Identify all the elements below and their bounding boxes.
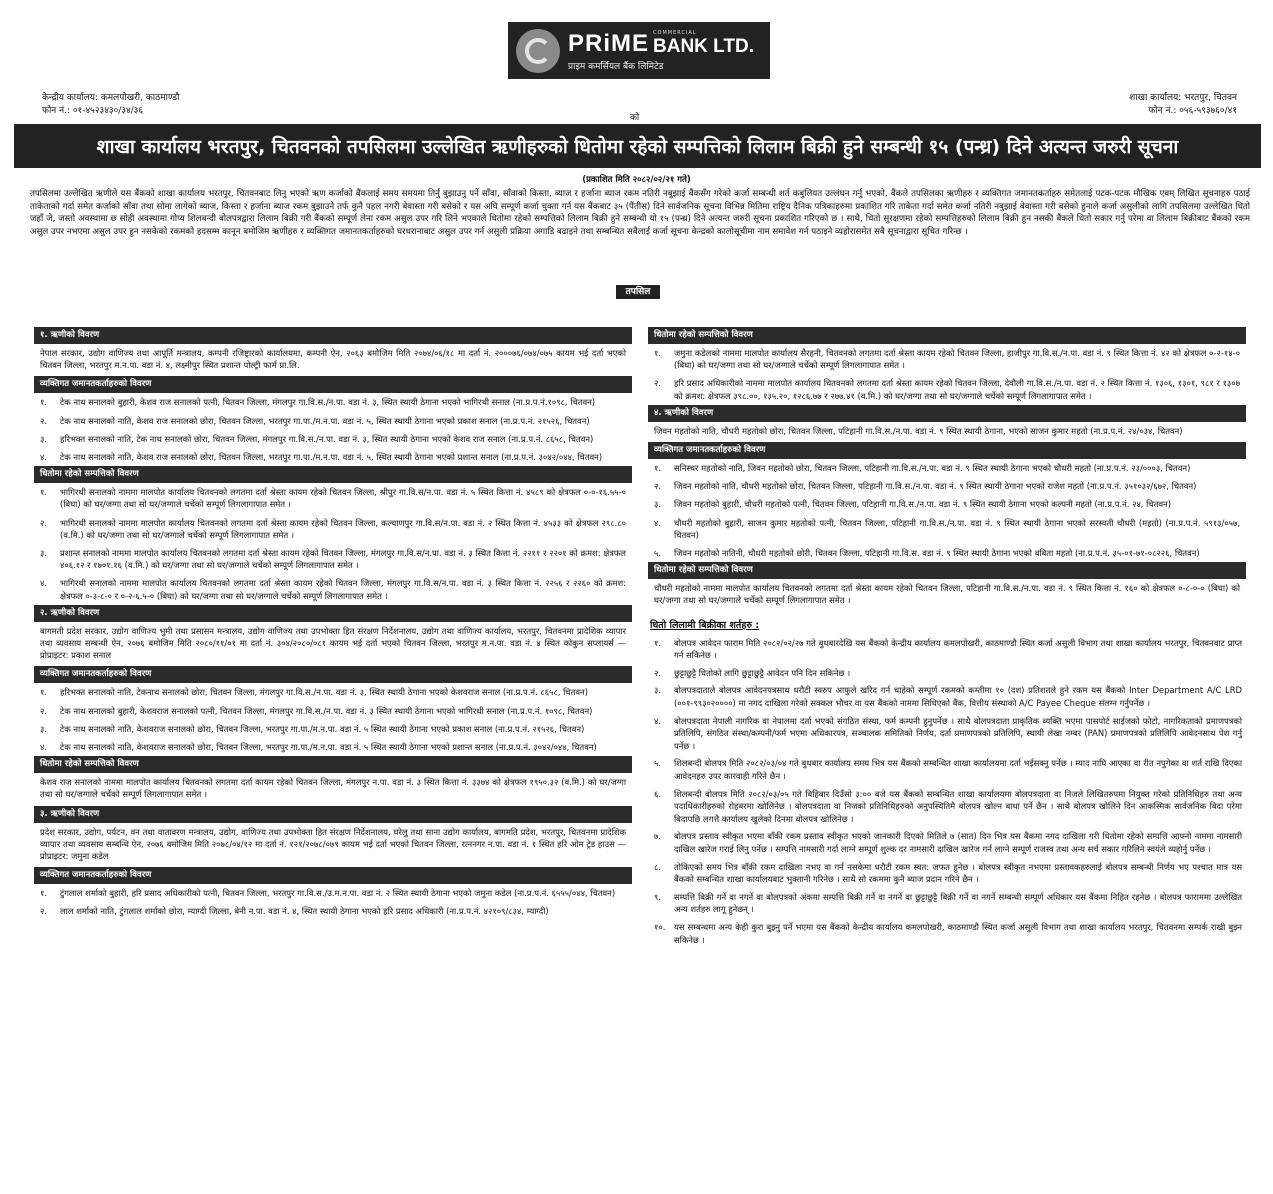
- condition-item: [648, 889, 1246, 919]
- list-item: [34, 544, 632, 574]
- bank-logo: [508, 22, 770, 79]
- right-blocks: [648, 327, 1246, 612]
- list-item: [648, 459, 1246, 477]
- item-number: ३.: [654, 499, 662, 510]
- section-heading: धितोमा रहेको सम्पत्तिको विवरण: [648, 562, 1246, 579]
- condition-item: [648, 859, 1246, 889]
- list-item: [34, 430, 632, 448]
- item-number: ४.: [654, 517, 662, 528]
- list-item: [648, 495, 1246, 513]
- right-column: [648, 327, 1246, 949]
- condition-text: बोलपत्र प्रस्ताव स्वीकृत भएमा बाँकी रकम प्रस्ताव स्वीकृत भएको जानकारी दिएको मितिले ७ (सात) दिन भित्र यस बैंकमा नगद दाखिला गरी धितोमा रहेको सम्पत्ति आफ्नो नाममा नामसारी दाखिल खारेज गराई लिनु पर्नेछ । सम्पत्ति नामसारी गर्दा लाग्ने सम्पूर्ण शुल्क दर नामसारी दाखिल खारेज गर्न लाग्ने सम्पूर्ण राजस्व तथा अन्य सर्च सकार गरिलिने स्वयंले व्यहोर्नु पर्नेछ ।: [674, 831, 1242, 854]
- item-number: १.: [654, 463, 662, 474]
- condition-item: [648, 828, 1246, 858]
- condition-number: ९.: [654, 891, 662, 902]
- item-number: १.: [40, 487, 48, 498]
- branch-office-address: शाखा कार्यालय: भरतपुर, चितवन: [1129, 93, 1237, 103]
- condition-number: ४.: [654, 715, 662, 726]
- list-item: [34, 448, 632, 466]
- condition-text: छुट्टाछुट्टै धितोको लागि छुट्टाछुट्टै आवेदन पनि दिन सकिनेछ ।: [674, 667, 851, 678]
- condition-text: बोलपत्र आवेदन फाराम मिति २०८२/०२/२७ गते बुधबारदेखि यस बैंकको केन्द्रीय कार्यालय कमलपोखरी, काठमाण्डौ स्थित कर्जा असुली विभाग तथा शाखा कार्यालय भरतपुर, चितवनबाट प्राप्त गर्न सकिनेछ ।: [674, 637, 1242, 661]
- list-item: [34, 412, 632, 430]
- central-office-phone: फोन नं.: ०१-४५२३४३०/३४/३६: [42, 106, 144, 116]
- condition-text: शिलबन्दी बोलपत्र मिति २०८२/०३/०४ गते बुधबार कार्यालय समय भित्र यस बैंकको सम्बन्धित शाखा कार्यालयमा दर्ता भईसक्नु पर्नेछ । म्याद नाघि आएका वा रीत नपुगेका वा शर्त राखि दिएका आवेदनहरु उपर कारवाही गरिने छैन ।: [674, 758, 1242, 781]
- item-text: चौधरी महतोको बुहारी, साजन कुमार महतोको पत्नी, चितवन जिल्ला, पटिहानी गा.वि.स./न.पा. वडा नं. ९ स्थित स्थायी ठेगाना भएको सरस्वती चौधरी (महतो) (ना.प्र.प.नं. ५९१३/०५७, चितवन): [674, 517, 1240, 540]
- section-paragraph: बागमती प्रदेश सरकार, उद्योग वाणिज्य भुमी तथा प्रसासन मन्त्रालय, उद्योग वाणिज्य तथा उपभोक्ता हित संरक्षण निर्देशनालय, उद्योग तथा वाणिज्य कार्यालय, भरतपुर, चितवनमा प्रादेशिक व्यापार तथा व्यवसाय सम्बन्धी ऐन, २०७६ बमोजिम मिति २०८०/११/०१ मा दर्ता नं. ३०४/२०८०/०८१ कायम भई दर्ता भएको चितवन जिल्ला, भरतपुर म.न.पा. वडा नं. ४ स्थित कोकुन सप्लायर्स — प्रोप्राइटर: प्रकाश सनाल: [40, 625, 626, 661]
- item-text: जिवन महतोको नातिनी, चौधरी महतोको छोरी, चितवन जिल्ला, पटिहानी गा.वि.स. वडा नं. ९ स्थित स्थायी ठेगाना भएको बबिता महतो (ना.प्र.प.नं. ३५-०१-७१-०८२२६, चितवन): [674, 548, 1200, 559]
- list-item: [34, 574, 632, 604]
- list-item: [34, 483, 632, 513]
- condition-text: बोलपत्रदाताले बोलपत्र आवेदनपत्रसाथ धरौटी स्वरुप आफुले खरिद गर्न चाहेको सम्पूर्ण रकमको कम्तीमा १० (दश) प्रतिशतले हुने रकम यस बैंकको Inter Department A/C LRD (००१-९९३०२००००) मा नगद दाखिला गरेको सक्कल भौचर वा यस बैंकको नाममा सिधिएको बैंक, वित्तीय संस्थाको A/C Payee Cheque संलग्न गर्नुपर्नेछ ।: [674, 685, 1242, 709]
- list-item: [34, 884, 632, 902]
- logo-commercial: COMMERCIAL: [653, 29, 697, 36]
- logo-devanagari: प्राइम कमर्सियल बैंक लिमिटेड: [568, 61, 664, 72]
- item-text: जिवन महतोको नाति, चौधरी महतोको छोरा, चितवन जिल्ला, पटिहानी गा.वि.स./न.पा. वडा नं. ९ स्थित स्थायी ठेगाना भएको राजेश महतो (ना.प्र.प.नं. ३५१०३२/६७२, चितवन): [674, 481, 1197, 492]
- conditions-title: धितो लिलामी बिक्रीका शर्तहरु :: [650, 619, 760, 631]
- notice-title: शाखा कार्यालय भरतपुर, चितवनको तपसिलमा उल्लेखित ऋणीहरुको धितोमा रहेको सम्पत्तिको लिलाम बिक्री हुने सम्बन्धी १५ (पन्ध्र) दिने अत्यन्त जरुरी सूचना: [14, 124, 1261, 168]
- item-text: भागिरथी सनालको नाममा मालपोत कार्यालय चितवनको लगतमा दर्ता श्रेस्ता कायम रहेको चितवन जिल्ला, श्रीपुर गा.वि.स/न.पा. वडा नं. ५ स्थित कित्ता नं. ४५८९ को क्षेत्रफल ०-०-१६.५५-० (बिघा) को घर/जग्गा तथा सो घर/जग्गाले चर्चेको सम्पूर्ण लिगलागापात समेत ।: [60, 487, 626, 510]
- item-number: १.: [40, 397, 48, 408]
- condition-item: [648, 755, 1246, 785]
- section-heading: ४. ऋणीको विवरण: [648, 405, 1246, 422]
- item-text: हरि प्रसाद अधिकारीको नाममा मालपोत कार्यालय चितवनको लगतमा दर्ता श्रेस्ता कायम रहेको चितवन जिल्ला, देवौली गा.वि.स./न.पा. वडा नं. २ स्थित कित्ता नं. १३०६, १३०१, ९८१ र १३०७ को क्रमश: क्षेत्रफल ३९८.००, १३५.२०, १२८६.७७ र २७७.४१ (व.मि.) को घर/जग्गा तथा सो घर/जग्गाले चर्चेको सम्पूर्ण लिगलागापात समेत ।: [674, 378, 1240, 401]
- item-text: भागिरथी सनालको नाममा मालपोत कार्यालय चितवनको लगतमा दर्ता श्रेस्ता कायम रहेको चितवन जिल्ला, कल्याणपुर गा.वि.स/न.पा. वडा नं. २ स्थित कित्ता नं. ४५३३ को क्षेत्रफल २९८.८० (व.मि.) को घर/जग्गा तथा सो घर/जग्गाले चर्चेको सम्पूर्ण लिगलागापात समेत ।: [60, 517, 626, 540]
- item-number: १.: [654, 348, 662, 358]
- list-item: [648, 344, 1246, 374]
- list-item: [34, 738, 632, 756]
- item-text: टेक नाथ सनालको बुहारी, केशवराज सनालको पत्नी, चितवन जिल्ला, मंगलपुर गा.वि.स./न.पा. वडा नं. ३ स्थित स्थायी ठेगाना भएको भागिरथी सनाल (ना.प्र.प.नं. १०९८, चितवन): [60, 705, 593, 716]
- section-paragraph: केशव राज सनालको नाममा मालपोत कार्यालय चितवनको लगतमा दर्ता कायम रहेको चितवन जिल्ला, मंगलपुर न.पा. वडा नं. ३ स्थित कित्ता नं. ३३७४ को क्षेत्रफल १९५०.३२ (व.मि.) को घर/जग्गा तथा सो घर/जग्गाले चर्चेको सम्पूर्ण लिगलागापात समेत ।: [40, 777, 626, 800]
- condition-number: ३.: [654, 685, 662, 696]
- item-number: ४.: [40, 578, 48, 589]
- section-paragraph: प्रदेश सरकार, उद्योग, पर्यटन, वन तथा वातावरण मन्त्रालय, उद्योग, वाणिज्य तथा उपभोक्ता हित संरक्षण निर्देशनालय, घरेलु तथा साना उद्योग कार्यालय, बागमति प्रदेश, भरतपुर, चितवनमा प्रादेशिक व्यापार तथा व्यवसाय सम्बन्धि ऐन, २०७६ बमोजिम मिति २०७८/०४/१२ मा दर्ता नं. १२१/२०७८/०७९ कायम भई दर्ता भएको चितवन जिल्ला, रत्ननगर न.पा. वडा नं. १ स्थित हरि ओम ट्रेड हाउस — प्रोप्राइटर: जमुना कडेल: [40, 826, 626, 862]
- item-number: १.: [40, 888, 48, 899]
- central-office-address: केन्द्रीय कार्यालय: कमलपोखरी, काठमाण्डौ: [42, 93, 180, 103]
- section-heading: व्यक्तिगत जमानतकर्ताहरुको विवरण: [34, 666, 632, 683]
- ko-label: को: [630, 113, 640, 123]
- list-item: [34, 702, 632, 720]
- condition-item: [648, 665, 1246, 683]
- central-office-info: [42, 92, 179, 118]
- item-text: जमुना कडेलको नाममा मालपोत कार्यालय सैरहनी, चितवनको लगतमा दर्ता श्रेस्ता कायम रहेको चितवन जिल्ला, हाजीपुर गा.वि.स./न.पा. वडा नं. ९ स्थित कित्ता नं. ४२ को क्षेत्रफल ०-२-१४-० (बिघा) को घर/जग्गा तथा सो घर/जग्गाले चर्चेको सम्पूर्ण लिगलागापात समेत ।: [674, 348, 1240, 371]
- condition-item: [648, 682, 1246, 712]
- condition-item: [648, 713, 1246, 756]
- condition-number: १.: [654, 637, 662, 648]
- item-number: २.: [654, 481, 662, 492]
- section-heading: व्यक्तिगत जमानतकर्ताहरुको विवरण: [648, 442, 1246, 459]
- section-heading: धितोमा रहेको सम्पत्तिको विवरण: [34, 466, 632, 483]
- list-item: [34, 902, 632, 920]
- condition-number: ६.: [654, 788, 662, 799]
- bank-logo-icon: [516, 29, 560, 73]
- condition-number: २.: [654, 667, 662, 678]
- item-number: ३.: [40, 433, 48, 444]
- section-paragraph: चौधरी महतोको नाममा मालपोत कार्यालय चितवनको लगतमा दर्ता श्रेस्ता कायम रहेको चितवन जिल्ला, पटिहानी गा.वि.स./न.पा. वडा नं. ९ स्थित कित्ता नं. १६० को क्षेत्रफल ०-८-०-० (बिघा) को घर/जग्गा तथा सो घर/जग्गाले चर्चेको सम्पूर्ण लिगलागापात समेत ।: [654, 583, 1240, 606]
- section-heading: व्यक्तिगत जमानतकर्ताहरुको विवरण: [34, 376, 632, 393]
- item-number: १.: [40, 687, 48, 698]
- condition-item: [648, 635, 1246, 665]
- section-paragraph: नेपाल सरकार, उद्योग वाणिज्य तथा आपूर्ति मन्त्रालय, कम्पनी रजिष्ट्रारको कार्यालयमा, कम्पनी ऐन, २०६३ बमोजिम मिति २०७४/०६/१८ मा दर्ता नं. २०००७६/०७४/०७५ कायम भई दर्ता भएको चितवन जिल्ला, भरतपुर म.न.पा. वडा नं. ४, लक्ष्मीपुर स्थित प्रशान्त पोल्ट्री फार्म प्रा.लि.: [40, 348, 626, 371]
- section-heading: व्यक्तिगत जमानतकर्ताहरुको विवरण: [34, 867, 632, 884]
- item-number: ३.: [40, 548, 48, 559]
- section-heading: १. ऋणीको विवरण: [34, 327, 632, 344]
- item-number: २.: [40, 705, 48, 716]
- published-date: (प्रकाशित मिति २०८२/०२/२१ गते): [582, 175, 691, 185]
- condition-text: यस सम्बन्धमा अन्य केही कुरा बुझ्नु पर्ने भएमा यस बैंकको केन्द्रीय कार्यालय कमलपोखरी, काठमाण्डौ स्थित कर्जा असुली विभाग तथा शाखा कार्यालय भरतपुर, चितवनमा सम्पर्क राखी बुझ्न सकिनेछ ।: [674, 921, 1242, 945]
- tapasil-label: तपसिल: [616, 285, 660, 299]
- list-item: [34, 720, 632, 738]
- condition-number: ७.: [654, 831, 662, 842]
- list-item: [648, 477, 1246, 495]
- list-item: [34, 393, 632, 411]
- item-text: टुंगलाल शर्माको बुहारी, हरि प्रसाद अधिकारीको पत्नी, चितवन जिल्ला, भरतपुर गा.वि.स./उ.म.न.पा. वडा नं. २ स्थित स्थायी ठेगाना भएको जमुना कडेल (ना.प्र.प.नं. ६५५५/०४४, चितवन): [60, 888, 616, 899]
- item-text: जिवन महतोको बुहारी, चौधरी महतोको पत्नी, चितवन जिल्ला, पटिहानी गा.वि.स./न.पा. वडा नं. ९ स्थित स्थायी ठेगाना भएको कल्पनी महतो (ना.प्र.प.नं. २४, चितवन): [674, 499, 1171, 510]
- list-item: [648, 514, 1246, 544]
- item-text: टेक नाथ सनालको नाति, केशव राज सनालको छोरा, चितवन जिल्ला, भरतपुर गा.पा./म.न.पा. वडा नं. ५, स्थित स्थायी ठेगाना भएको प्रशान्त सनाल (ना.प्र.प.नं. ३०४२/०४४, चितवन): [60, 452, 603, 463]
- logo-text: [568, 30, 754, 72]
- condition-text: तोकिएको समय भित्र बाँकी रकम दाखिला नभए वा गर्न नसकेमा धरौटी रकम स्वत: जफत हुनेछ । बोलपत्र स्वीकृत नभएमा प्रस्तावकहरुलाई बोलपत्र सम्बन्धी निर्णय भए पश्चात मात्र यस बैंकको सम्बन्धित शाखा कार्यालयबाट भुक्तानी गरिनेछ । साथै सो रकममा कुनै ब्याज प्रदान गरिने छैन ।: [674, 861, 1242, 885]
- section-heading: धितोमा रहेको सम्पत्तिको विवरण: [34, 756, 632, 773]
- item-number: ३.: [40, 723, 48, 734]
- item-text: टेक नाथ सनालको बुहारी, केशव राज सनालको पत्नी, चितवन जिल्ला, मंगलपुर गा.वि.स./न.पा. वडा नं. ३, स्थित स्थायी ठेगाना भएको भागिरथी सनाल (ना.प्र.प.नं.१०९८, चितवन): [60, 397, 596, 408]
- item-number: ५.: [654, 548, 662, 559]
- branch-office-phone: फोन नं.: ०५६-५९३७६०/४१: [1148, 106, 1237, 116]
- intro-paragraph: तपसिलमा उल्लेखित ऋणीले यस बैंकको शाखा कार्यालय भरतपुर, चितवनबाट लिनु भएको ऋण कर्जाको बैंकलाई समय समयमा तिर्नु बुझाउनु पर्ने साँवा, साँवाको किस्ता, ब्याज र हर्जाना ब्याज रकम नतिरी नबुझाई बैंकसँग गरेको कर्जा सम्बन्धी शर्त कबुलियत उल्लंघन गर्नु भएको, बैंकले तपसिलका ऋणीहरु र व्यक्तिगत जमानतकर्ताहरु समेतलाई पटक-पटक मौखिक एवम् लिखित सूचनाहरु पठाई ताकेताको गर्दा समेत कर्जाको साँवा तथा सोमा लागेको ब्याज, किस्ता र हर्जाना ब्याज रकम बुझाउने तर्फ कुनै पहल नगरी बेवास्ता गरी बसेको र यस अघि सम्पूर्ण कर्जा चुक्ता गर्न यस बैंकबाट ३५ (पैंतीस) दिने सार्वजनिक सूचना विभिन्न मितिमा राष्ट्रिय दैनिक पत्रिकाहरुमा प्रकाशित गरि ताकेता गर्दा समेत कर्जा नतिरी नबुझाई बेवास्ता गरी बसेको हुनाले कर्जा असुलीको लागि तपसिलमा उल्लेखित धितो जहाँ जे, जस्तो अवस्थामा छ सोही अवस्थामा गोप्य शिलबन्दी बोलपत्रद्वारा लिलाम बिक्री गरी बैंकको सम्पूर्ण लेना रकम असुल उपर गरि लिने भएकाले धितोमा रहेको सम्पत्तिको लिलाम बिक्री हुने सम्बन्धी यो १५ (पन्ध्र) दिने अत्यन्त जरुरी सूचना प्रकाशित गरिएको छ । साथै, धितो सुरक्षणमा रहेको सम्पत्तिहरुको लिलाम बिक्री हुन नसकी बैंकले धितो सकार गर्नु परेमा वा लिलाम बिक्रीबाट बैंकको रकम असुल उपर नभएमा असुल उपर हुन नसकेको रकमको हदसम्म कानून बमोजिम ऋणीहरु र व्यक्तिगत जमानतकर्ताहरुको घरधरानाबाट असुल उपर गर्न असुली प्रक्रिया अगाडि बढाइने तथा सम्बन्धित सबैलाई कर्जा सूचना केन्द्रको कालोसूचीमा नाम समावेश गर्न पठाइने व्यहोरासमेत सबै सूचनाद्वारा सूचित गरिन्छ ।: [30, 189, 1250, 237]
- item-text: लाल शर्माको नाति, टुंगलाल शर्माको छोरा, म्याग्दी जिल्ला, बेनी न.पा. वडा नं. ४, स्थित स्थायी ठेगाना भएको हरि प्रसाद अधिकारी (ना.प्र.प.नं. ४२१०९/८३४, म्याग्दी): [60, 906, 549, 917]
- condition-number: ८.: [654, 861, 662, 872]
- item-text: सनिस्चर महतोको नाति, जिवन महतोको छोरा, चितवन जिल्ला, पटिहानी गा.वि.स./न.पा. वडा नं. ९ स्थित स्थायी ठेगाना भएको चौधरी महतो (ना.प्र.प.नं. २३/०००३, चितवन): [674, 463, 1191, 474]
- item-text: प्रशान्त सनालको नाममा मालपोत कार्यालय चितवनको लगतमा दर्ता श्रेस्ता कायम रहेको चितवन जिल्ला, मंगलपुर गा.वि.स/न.पा. वडा नं. ३ स्थित कित्ता नं. २२११ र २२०१ को क्रमश: क्षेत्रफल ४०६.१२ र १७०१.१६ (व.मि.) को घर/जग्गा तथा सो घर/जग्गाले चर्चेको सम्पूर्ण लिगलागापात समेत ।: [60, 548, 626, 571]
- item-text: टेक नाथ सनालको नाति, केशवराज सनालको छोरा, चितवन जिल्ला, भरतपुर गा.पा./म.न.पा. वडा नं. ५ स्थित स्थायी ठेगाना भएको प्रशान्त सनाल (ना.प्र.प.नं. ३०४२/०४४, चितवन): [60, 742, 597, 753]
- item-text: टेक नाथ सनालको नाति, केशव राज सनालको छोरा, चितवन जिल्ला, भरतपुर गा.पा./म.न.पा. वडा नं. ५, स्थित स्थायी ठेगाना भएको प्रकाश सनाल (ना.प्र.प.नं. २१५२६, चितवन): [60, 415, 590, 426]
- item-text: टेक नाथ सनालको नाति, केशवराज सनालको छोरा, चितवन जिल्ला, भरतपुर गा.पा./म.न.पा. वडा नं. ५ स्थित स्थायी ठेगाना भएको प्रकाश सनाल (ना.प्र.प.नं. २१५२६, चितवन): [60, 723, 585, 734]
- condition-item: [648, 786, 1246, 829]
- item-text: हरिभक्त सनालको नाति, टेक नाथ सनालको छोरा, चितवन जिल्ला, मंगलपुर गा.वि.स./न.पा. वडा नं. ३, स्थित स्थायी ठेगाना भएको केशव राज सनाल (ना.प्र.प.नं. ८६५८, चितवन): [60, 433, 594, 444]
- item-number: ४.: [40, 452, 48, 463]
- condition-item: [648, 919, 1246, 949]
- item-number: २.: [654, 378, 662, 389]
- left-column: [34, 327, 632, 921]
- item-number: २.: [40, 415, 48, 426]
- section-heading: २. ऋणीको विवरण: [34, 605, 632, 622]
- item-number: २.: [40, 517, 48, 528]
- condition-text: बोलपत्रदाता नेपाली नागरिक वा नेपालमा दर्ता भएको संगठित संस्था, फर्म कम्पनी हुनुपर्नेछ । साथै बोलपत्रदाता प्राकृतिक व्यक्ति भएमा पासपोर्ट साईजको फोटो, नागरिकताको प्रमाणपत्रको प्रतिलिपि, संगठित संस्था/कम्पनी/फर्म भएमा अधिकारपत्र, सञ्चालक समितिको निर्णय, दर्ता प्रमाणपत्रको प्रतिलिपि, स्थायी लेखा नम्बर (PAN) प्रमाणपत्रको प्रतिलिपि आवेदनसाथ पेश गर्नु पर्नेछ ।: [674, 715, 1242, 751]
- list-item: [34, 514, 632, 544]
- condition-number: १०.: [654, 921, 666, 932]
- section-heading: धितोमा रहेको सम्पत्तिको विवरण: [648, 327, 1246, 344]
- list-item: [648, 544, 1246, 562]
- list-item: [34, 683, 632, 701]
- section-paragraph: जिवन महतोको नाति, चौधरी महतोको छोरा, चितवन जिल्ला, पटिहानी गा.वि.स./न.पा. वडा नं. ९ स्थित स्थायी ठेगाना, भएको साजन कुमार महतो (ना.प्र.प.नं. २४/०३४, चितवन): [654, 425, 1183, 436]
- condition-text: सम्पत्ति बिक्री गर्ने वा नगर्ने वा बोलपत्रको अंकमा सम्पत्ति बिक्री गर्ने वा नगर्ने वा छुट्टाछुट्टै बिक्री गर्ने वा नगर्ने सम्बन्धी सम्पूर्ण अधिकार यस बैंकमा निहित रहनेछ । बोलपत्र फाराममा उल्लेखित अन्य शर्तहरु लागू हुनेछन् ।: [674, 891, 1242, 915]
- item-number: २.: [40, 906, 48, 917]
- condition-text: शिलबन्दी बोलपत्र मिति २०८२/०३/०५ गते बिहिबार दिउँसो ३:०० बजे यस बैंकको सम्बन्धित शाखा कार्यालयमा बोलपत्रदाता वा निजले लिखितरुपमा नियुक्त गरेको प्रतिनिधिहरु तथा अन्य पदाधिकारीहरुको रोहबरमा खोलिनेछ । बोलपत्रदाता वा निजको प्रतिनिधिहरुको अनुपस्थितिमै बोलपत्र खोल्न बाधा पर्ने छैन । साथै बोलपत्र खोलिने दिन आकस्मिक सार्वजनिक बिदा परेमा बिदापछि लगत्तै कार्यालय खुलेको दिनमा बोलपत्र खोलिनेछ ।: [674, 788, 1242, 824]
- conditions-list: [648, 635, 1246, 949]
- section-heading: ३. ऋणीको विवरण: [34, 806, 632, 823]
- item-text: भागिरथी सनालको नाममा मालपोत कार्यालय चितवनको लगतमा दर्ता श्रेस्ता कायम रहेको चितवन जिल्ला, मंगलपुर गा.वि.स/न.पा. वडा नं. ३ स्थित कित्ता नं. २२५६ र २२६० को क्रमश: क्षेत्रफल ०-३-८-० र ०-२-६.५-० (बिघा) को घर/जग्गा तथा सो घर/जग्गाले चर्चेको सम्पूर्ण लिगलागापात समेत ।: [60, 578, 627, 601]
- list-item: [648, 374, 1246, 404]
- item-text: हरिभक्त सनालको नाति, टेकनाथ सनालको छोरा, चितवन जिल्ला, मंगलपुर गा.वि.स./न.पा. वडा नं. ३, स्थित स्थायी ठेगाना भएको केशवराज सनाल (ना.प्र.प.नं. ८६५८, चितवन): [60, 687, 588, 698]
- branch-office-info: [1129, 92, 1237, 118]
- condition-number: ५.: [654, 758, 662, 769]
- item-number: ४.: [40, 742, 48, 753]
- logo-bank: BANK LTD.: [653, 35, 754, 57]
- logo-prime: PRiME: [568, 29, 650, 57]
